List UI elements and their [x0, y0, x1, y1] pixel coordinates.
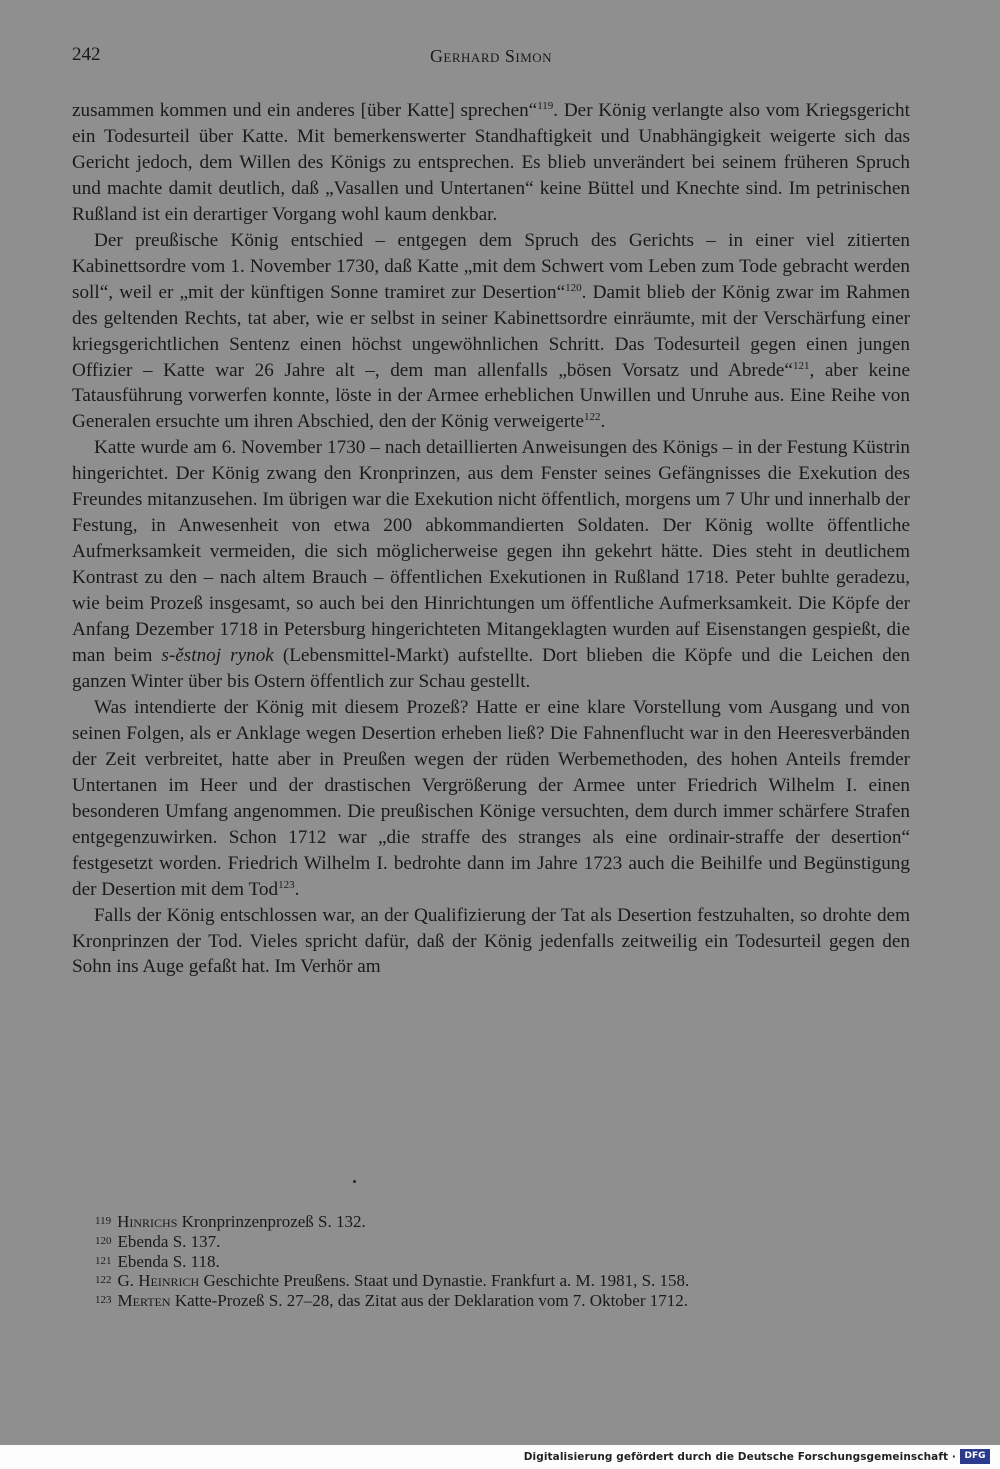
scan-speck — [353, 1180, 356, 1183]
footnote-number: 119 — [95, 1215, 112, 1227]
footnote-ref[interactable]: 119 — [537, 100, 554, 112]
text-run: zusammen kommen und ein anderes [über Katte] sprechen“ — [72, 100, 538, 121]
italic-term: s-ěstnoj rynok — [161, 645, 274, 667]
paragraph — [72, 228, 910, 436]
footnote-text: Kronprinzenprozeß S. 132. — [177, 1212, 366, 1231]
footnote-ref[interactable]: 121 — [792, 359, 810, 372]
footnote — [95, 1271, 910, 1291]
footnote-text: Katte-Prozeß S. 27–28, das Zitat aus der Deklaration vom 7. Oktober 1712. — [170, 1291, 688, 1311]
paragraph — [72, 695, 910, 903]
footnote-ref[interactable]: 123 — [278, 878, 295, 891]
text-run: . — [294, 878, 300, 900]
footnote-number: 122 — [95, 1274, 112, 1287]
footnote-ref[interactable]: 122 — [584, 411, 601, 424]
footnote-author: G. Heinrich — [117, 1271, 200, 1291]
footnote — [95, 1212, 910, 1232]
footnote-text: Ebenda S. 137. — [117, 1231, 221, 1251]
footnotes — [95, 1212, 910, 1311]
body-text — [72, 98, 910, 980]
page-number: 242 — [72, 44, 101, 65]
text-run: Katte wurde am 6. November 1730 – nach detaillierten Anweisungen des Königs – in der Festung Küstrin hingerichtet. Der König zwang den Kronprinzen, aus dem Fenster seines Gefängnisses die Exekution des Freundes mitanzusehen. Im übrigen war die Exekution nicht öffentlich, morgens um 7 Uhr und innerhalb der Festung, in Anwesenheit von etwa 200 abkommandierten Soldaten. Der König wollte öffentliche Aufmerksamkeit vermeiden, die sich möglicherweise gegen ihn gekehrt hätte. Dies steht in deutlichem Kontrast zu den – nach altem Brauch – öffentlichen Exekutionen in Rußland 1718. Peter buhlte geradezu, wie beim Prozeß insgesamt, so auch bei den Hinrichtungen um öffentliche Aufmerksamkeit. Die Köpfe der Anfang Dezember 1718 in Petersburg hingerichteten Mitangeklagten wurden auf Eisenstangen gespießt, die man beim — [72, 437, 910, 667]
text-run: Was intendierte der König mit diesem Prozeß? Hatte er eine klare Vorstellung vom Ausgang und von seinen Folgen, als er Anklage wegen Desertion erheben ließ? Die Fahnenflucht war in den Heeresverbänden der Zeit verbreitet, hatte aber in Preußen wegen der rüden Werbemethoden, des hohen Anteils fremder Untertanen im Heer und der drastischen Vergrößerung der Armee unter Friedrich Wilhelm I. einen besonderen Umfang angenommen. Die preußischen Könige versuchten, dem durch immer schärfere Strafen entgegenzuwirken. Schon 1712 war „die straffe des stranges als eine ordinair-straffe der desertion“ festgesetzt worden. Friedrich Wilhelm I. bedrohte dann im Jahre 1723 auch die Beihilfe und Begünstigung der Desertion mit dem Tod — [72, 696, 910, 900]
text-run: (Lebensmittel-Markt) aufstellte. Dort blieben die Köpfe und die Leichen den ganzen Winter über bis Ostern öffentlich zur Schau gestellt. — [72, 645, 910, 692]
footnote-number: 120 — [95, 1234, 112, 1247]
footnote-text: Ebenda S. 118. — [117, 1251, 220, 1271]
text-run: . Der König verlangte also vom Kriegsgericht ein Todesurteil über Katte. Mit bemerkenswerter Standhaftigkeit und Unabhängigkeit weigerte sich das Gericht jedoch, dem Willen des Königs zu entsprechen. Es blieb unverändert bei seinem früheren Spruch und machte damit deutlich, daß „Vasallen und Untertanen“ keine Büttel und Knechte sind. Im petrinischen Rußland ist ein derartiger Vorgang wohl kaum denkbar. — [72, 100, 910, 225]
page-header — [72, 44, 910, 72]
footnote — [95, 1252, 910, 1272]
footnote-ref[interactable]: 120 — [565, 281, 582, 294]
footnote — [95, 1232, 910, 1252]
funding-credit: Digitalisierung gefördert durch die Deutsche Forschungsgemeinschaft · — [523, 1451, 956, 1463]
text-run: . — [600, 411, 606, 433]
text-run: . Damit blieb der König zwar im Rahmen des geltenden Rechts, tat aber, wie er selbst in seiner Kabinettsordre einräumte, mit der Verschärfung einer kriegsgerichtlichen Sentenz einen höchst ungewöhnlichen Schritt. Das Todesurteil gegen einen jungen Offizier – Katte war 26 Jahre alt –, dem man allenfalls „bösen Vorsatz und Abrede“ — [72, 281, 910, 381]
paragraph — [72, 98, 910, 228]
dfg-logo-icon[interactable]: DFG — [960, 1449, 990, 1464]
text-run: Falls der König entschlossen war, an der Qualifizierung der Tat als Desertion festzuhalten, so drohte dem Kronprinzen der Tod. Vieles spricht dafür, daß der König jedenfalls zeitweilig ein Todesurteil gegen den Sohn ins Auge gefaßt hat. Im Verhör am — [72, 904, 910, 978]
paragraph — [72, 435, 910, 695]
footnote-number: 121 — [95, 1254, 112, 1267]
credit-bar — [0, 1445, 1000, 1469]
text-run: , aber keine Tatausführung vorwerfen konnte, löste in der Armee erheblichen Unwillen und Unruhe aus. Eine Reihe von Generalen ersuchte um ihren Abschied, den der König verweigerte — [72, 359, 910, 433]
running-head: Gerhard Simon — [429, 46, 553, 66]
footnote-text: Geschichte Preußens. Staat und Dynastie. Frankfurt a. M. 1981, S. 158. — [199, 1271, 690, 1291]
text-run: Der preußische König entschied – entgegen dem Spruch des Gerichts – in einer viel zitierten Kabinettsordre vom 1. November 1730, daß Katte „mit dem Schwert vom Leben zum Tode gebracht werden soll“, weil er „mit der künftigen Sonne tramiret zur Desertion“ — [72, 229, 910, 303]
footnote-author: Merten — [117, 1291, 171, 1311]
footnote — [95, 1291, 910, 1311]
footnote-number: 123 — [95, 1294, 112, 1307]
footnote-author: Hinrichs — [117, 1212, 178, 1231]
paragraph — [72, 903, 910, 981]
